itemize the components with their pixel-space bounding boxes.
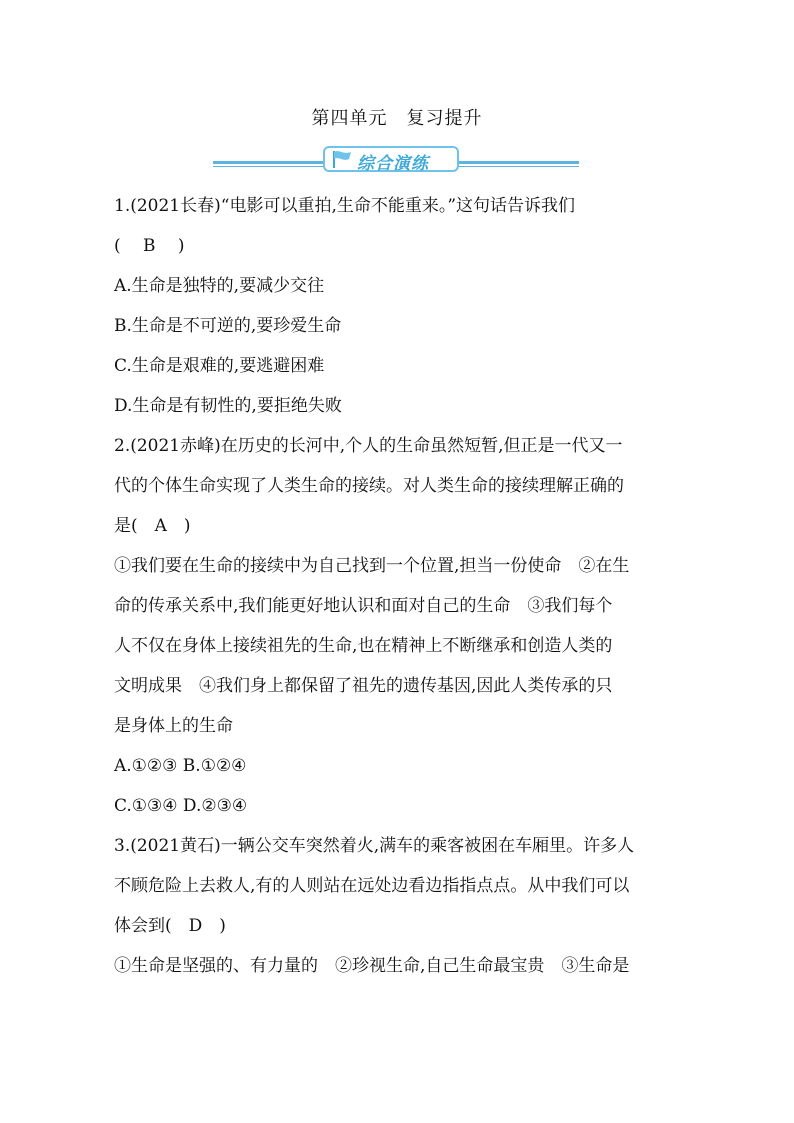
section-banner	[213, 143, 579, 175]
banner-rule-right	[453, 161, 579, 164]
text-line: 1.(2021长春)“电影可以重拍,生命不能重来。”这句话告诉我们	[114, 196, 576, 216]
text-line: ①我们要在生命的接续中为自己找到一个位置,担当一份使命 ②在生	[114, 556, 630, 576]
text-line: 文明成果 ④我们身上都保留了祖先的遗传基因,因此人类传承的只	[114, 676, 613, 696]
banner-rule-left	[213, 161, 333, 164]
text-line: 不顾危险上去救人,有的人则站在远处边看边指指点点。从中我们可以	[114, 876, 630, 896]
answer-line: 是( A )	[114, 516, 191, 536]
text-line: 代的个体生命实现了人类生命的接续。对人类生命的接续理解正确的	[114, 476, 624, 496]
option-line: B.生命是不可逆的,要珍爱生命	[114, 316, 342, 336]
option-line: A.①②③ B.①②④	[114, 756, 247, 776]
option-line: D.生命是有韧性的,要拒绝失败	[114, 396, 342, 416]
question-content	[114, 186, 686, 986]
text-line: 是身体上的生命	[114, 716, 233, 736]
option-line: C.生命是艰难的,要逃避困难	[114, 356, 325, 376]
answer-line: ( B )	[114, 236, 185, 256]
text-line: 人不仅在身体上接续祖先的生命,也在精神上不断继承和创造人类的	[114, 636, 613, 656]
answer-line: 体会到( D )	[114, 916, 226, 936]
banner-label: 综合演练	[357, 154, 429, 174]
banner-badge	[323, 146, 459, 172]
banner-rule-right-thin	[453, 166, 579, 167]
banner-rule-left-thin	[213, 166, 333, 167]
page-title: 第四单元 复习提升	[311, 108, 483, 129]
option-line: A.生命是独特的,要减少交往	[114, 276, 325, 296]
text-line: 命的传承关系中,我们能更好地认识和面对自己的生命 ③我们每个	[114, 596, 613, 616]
flag-icon	[331, 149, 353, 169]
text-line: 3.(2021黄石)一辆公交车突然着火,满车的乘客被困在车厢里。许多人	[114, 836, 635, 856]
text-line: 2.(2021赤峰)在历史的长河中,个人的生命虽然短暂,但正是一代又一	[114, 436, 623, 456]
option-line: C.①③④ D.②③④	[114, 796, 248, 816]
text-line: ①生命是坚强的、有力量的 ②珍视生命,自己生命最宝贵 ③生命是	[114, 956, 630, 976]
